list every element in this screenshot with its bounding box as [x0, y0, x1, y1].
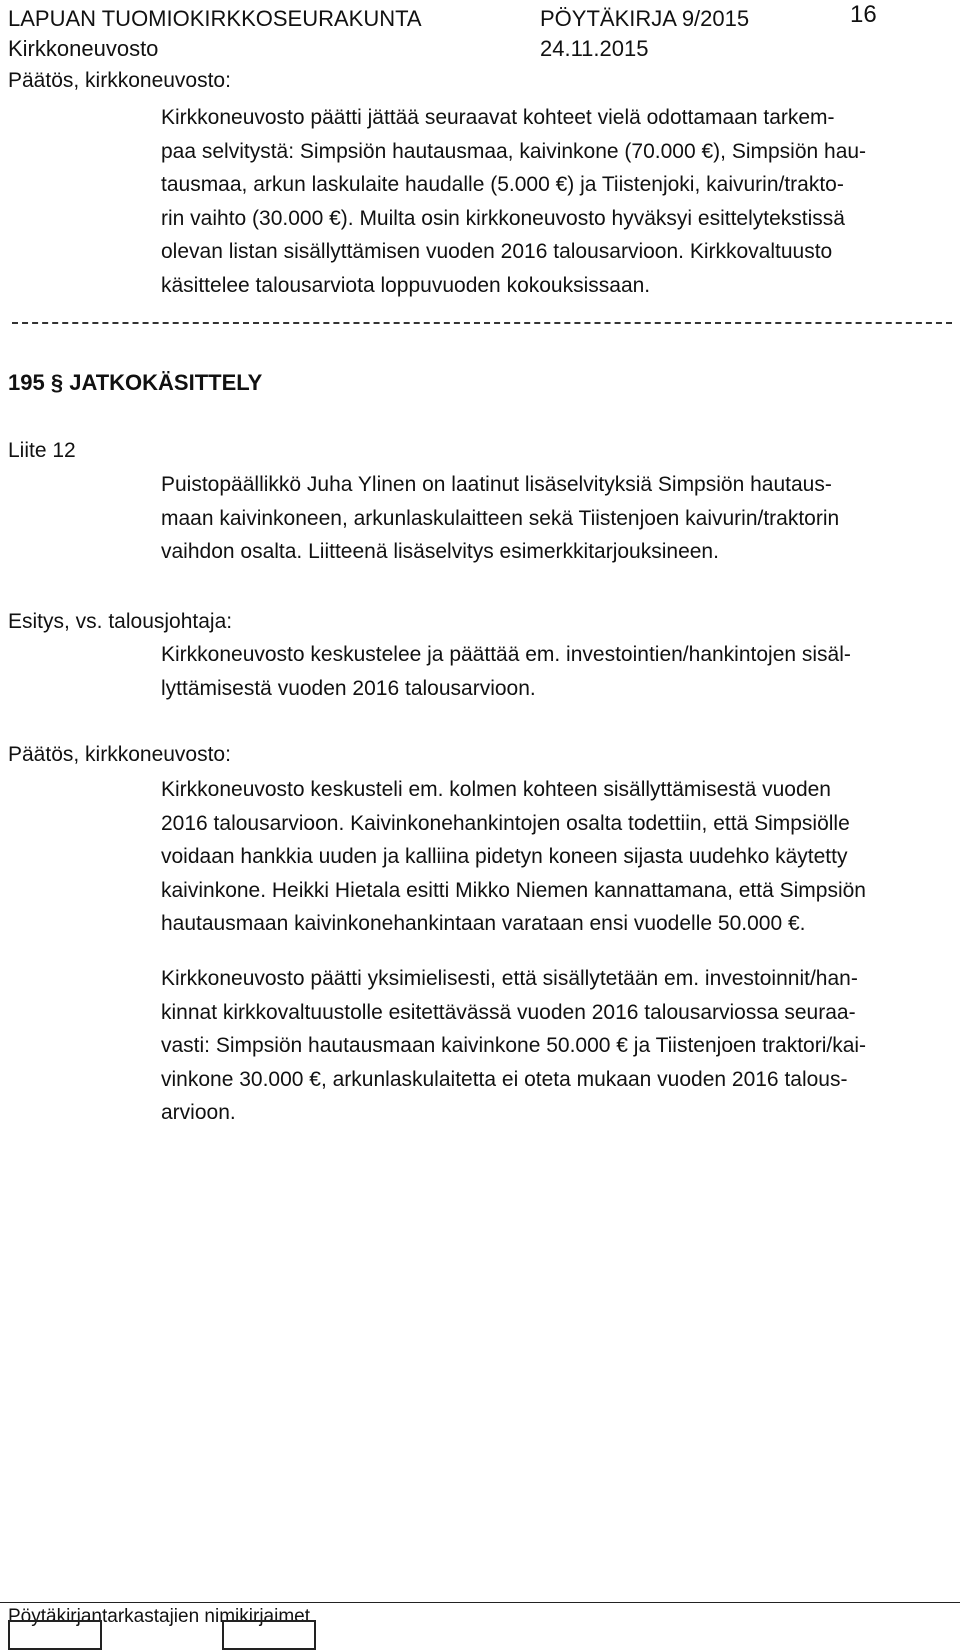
text-line: voidaan hankkia uuden ja kalliina pidetyn koneen sijasta uudehko käytetty	[161, 845, 848, 868]
text-line: kinnat kirkkovaltuustolle esitettävässä vuoden 2016 talousarviossa seuraa-	[161, 1000, 856, 1024]
proposal-label: Esitys, vs. talousjohtaja:	[8, 610, 233, 633]
attachment-text	[161, 468, 956, 569]
decision-paragraph-2	[161, 962, 956, 1130]
text-line: Kirkkoneuvosto päätti jättää seuraavat kohteet vielä odottamaan tarkem-	[161, 106, 835, 129]
proposal-text	[161, 638, 956, 705]
text-line: vaihdon osalta. Liitteenä lisäselvitys esimerkkitarjouksineen.	[161, 540, 719, 563]
text-line: Puistopäällikkö Juha Ylinen on laatinut lisäselvityksiä Simpsiön hautaus-	[161, 473, 832, 496]
initials-box-1[interactable]	[8, 1620, 102, 1650]
text-line: arvioon.	[161, 1101, 236, 1124]
document-number: PÖYTÄKIRJA 9/2015	[540, 6, 750, 31]
section-sign: §	[50, 370, 64, 395]
text-line: maan kaivinkoneen, arkunlaskulaitteen sekä Tiistenjoen kaivurin/traktorin	[161, 506, 840, 530]
section-separator	[12, 322, 952, 326]
decision-paragraph-1	[161, 773, 956, 941]
initials-box-2[interactable]	[222, 1620, 316, 1650]
footer-rule	[0, 1602, 960, 1603]
prev-decision-text	[161, 101, 956, 302]
text-line: Kirkkoneuvosto keskusteli em. kolmen kohteen sisällyttämisestä vuoden	[161, 778, 831, 801]
section-heading	[8, 368, 262, 398]
section-title: JATKOKÄSITTELY	[69, 370, 263, 395]
decision-label: Päätös, kirkkoneuvosto:	[8, 743, 231, 766]
text-line: tausmaa, arkun laskulaite haudalle (5.000 €) ja Tiistenjoki, kaivurin/trakto-	[161, 173, 844, 196]
text-line: vinkone 30.000 €, arkunlaskulaitetta ei oteta mukaan vuoden 2016 talous-	[161, 1067, 848, 1091]
text-line: Kirkkoneuvosto keskustelee ja päättää em. investointien/hankintojen sisäl-	[161, 643, 851, 666]
text-line: rin vaihto (30.000 €). Muilta osin kirkkoneuvosto hyväksyi esittelytekstissä	[161, 206, 845, 230]
text-line: paa selvitystä: Simpsiön hautausmaa, kaivinkone (70.000 €), Simpsiön hau-	[161, 139, 867, 163]
meeting-body: Kirkkoneuvosto	[8, 36, 159, 61]
text-line: hautausmaan kaivinkonehankintaan varataan ensi vuodelle 50.000 €.	[161, 912, 806, 935]
text-line: lyttämisestä vuoden 2016 talousarvioon.	[161, 676, 536, 700]
organization-name: LAPUAN TUOMIOKIRKKOSEURAKUNTA	[8, 6, 422, 31]
text-line: Kirkkoneuvosto päätti yksimielisesti, että sisällytetään em. investoinnit/han-	[161, 967, 858, 990]
text-line: kaivinkone. Heikki Hietala esitti Mikko Niemen kannattamana, että Simpsiön	[161, 878, 866, 902]
text-line: 2016 talousarvioon. Kaivinkonehankintojen osalta todettiin, että Simpsiölle	[161, 811, 850, 835]
page-number: 16	[850, 1, 877, 28]
attachment-label: Liite 12	[8, 439, 76, 462]
meeting-date: 24.11.2015	[540, 36, 649, 61]
section-number: 195	[8, 370, 45, 395]
footer-label: Pöytäkirjantarkastajien nimikirjaimet	[8, 1606, 310, 1627]
prev-decision-label: Päätös, kirkkoneuvosto:	[8, 69, 231, 92]
text-line: vasti: Simpsiön hautausmaan kaivinkone 50.000 € ja Tiistenjoen traktori/kai-	[161, 1034, 867, 1057]
text-line: olevan listan sisällyttämisen vuoden 2016 talousarvioon. Kirkkovaltuusto	[161, 240, 833, 263]
text-line: käsittelee talousarviota loppuvuoden kokouksissaan.	[161, 273, 651, 297]
